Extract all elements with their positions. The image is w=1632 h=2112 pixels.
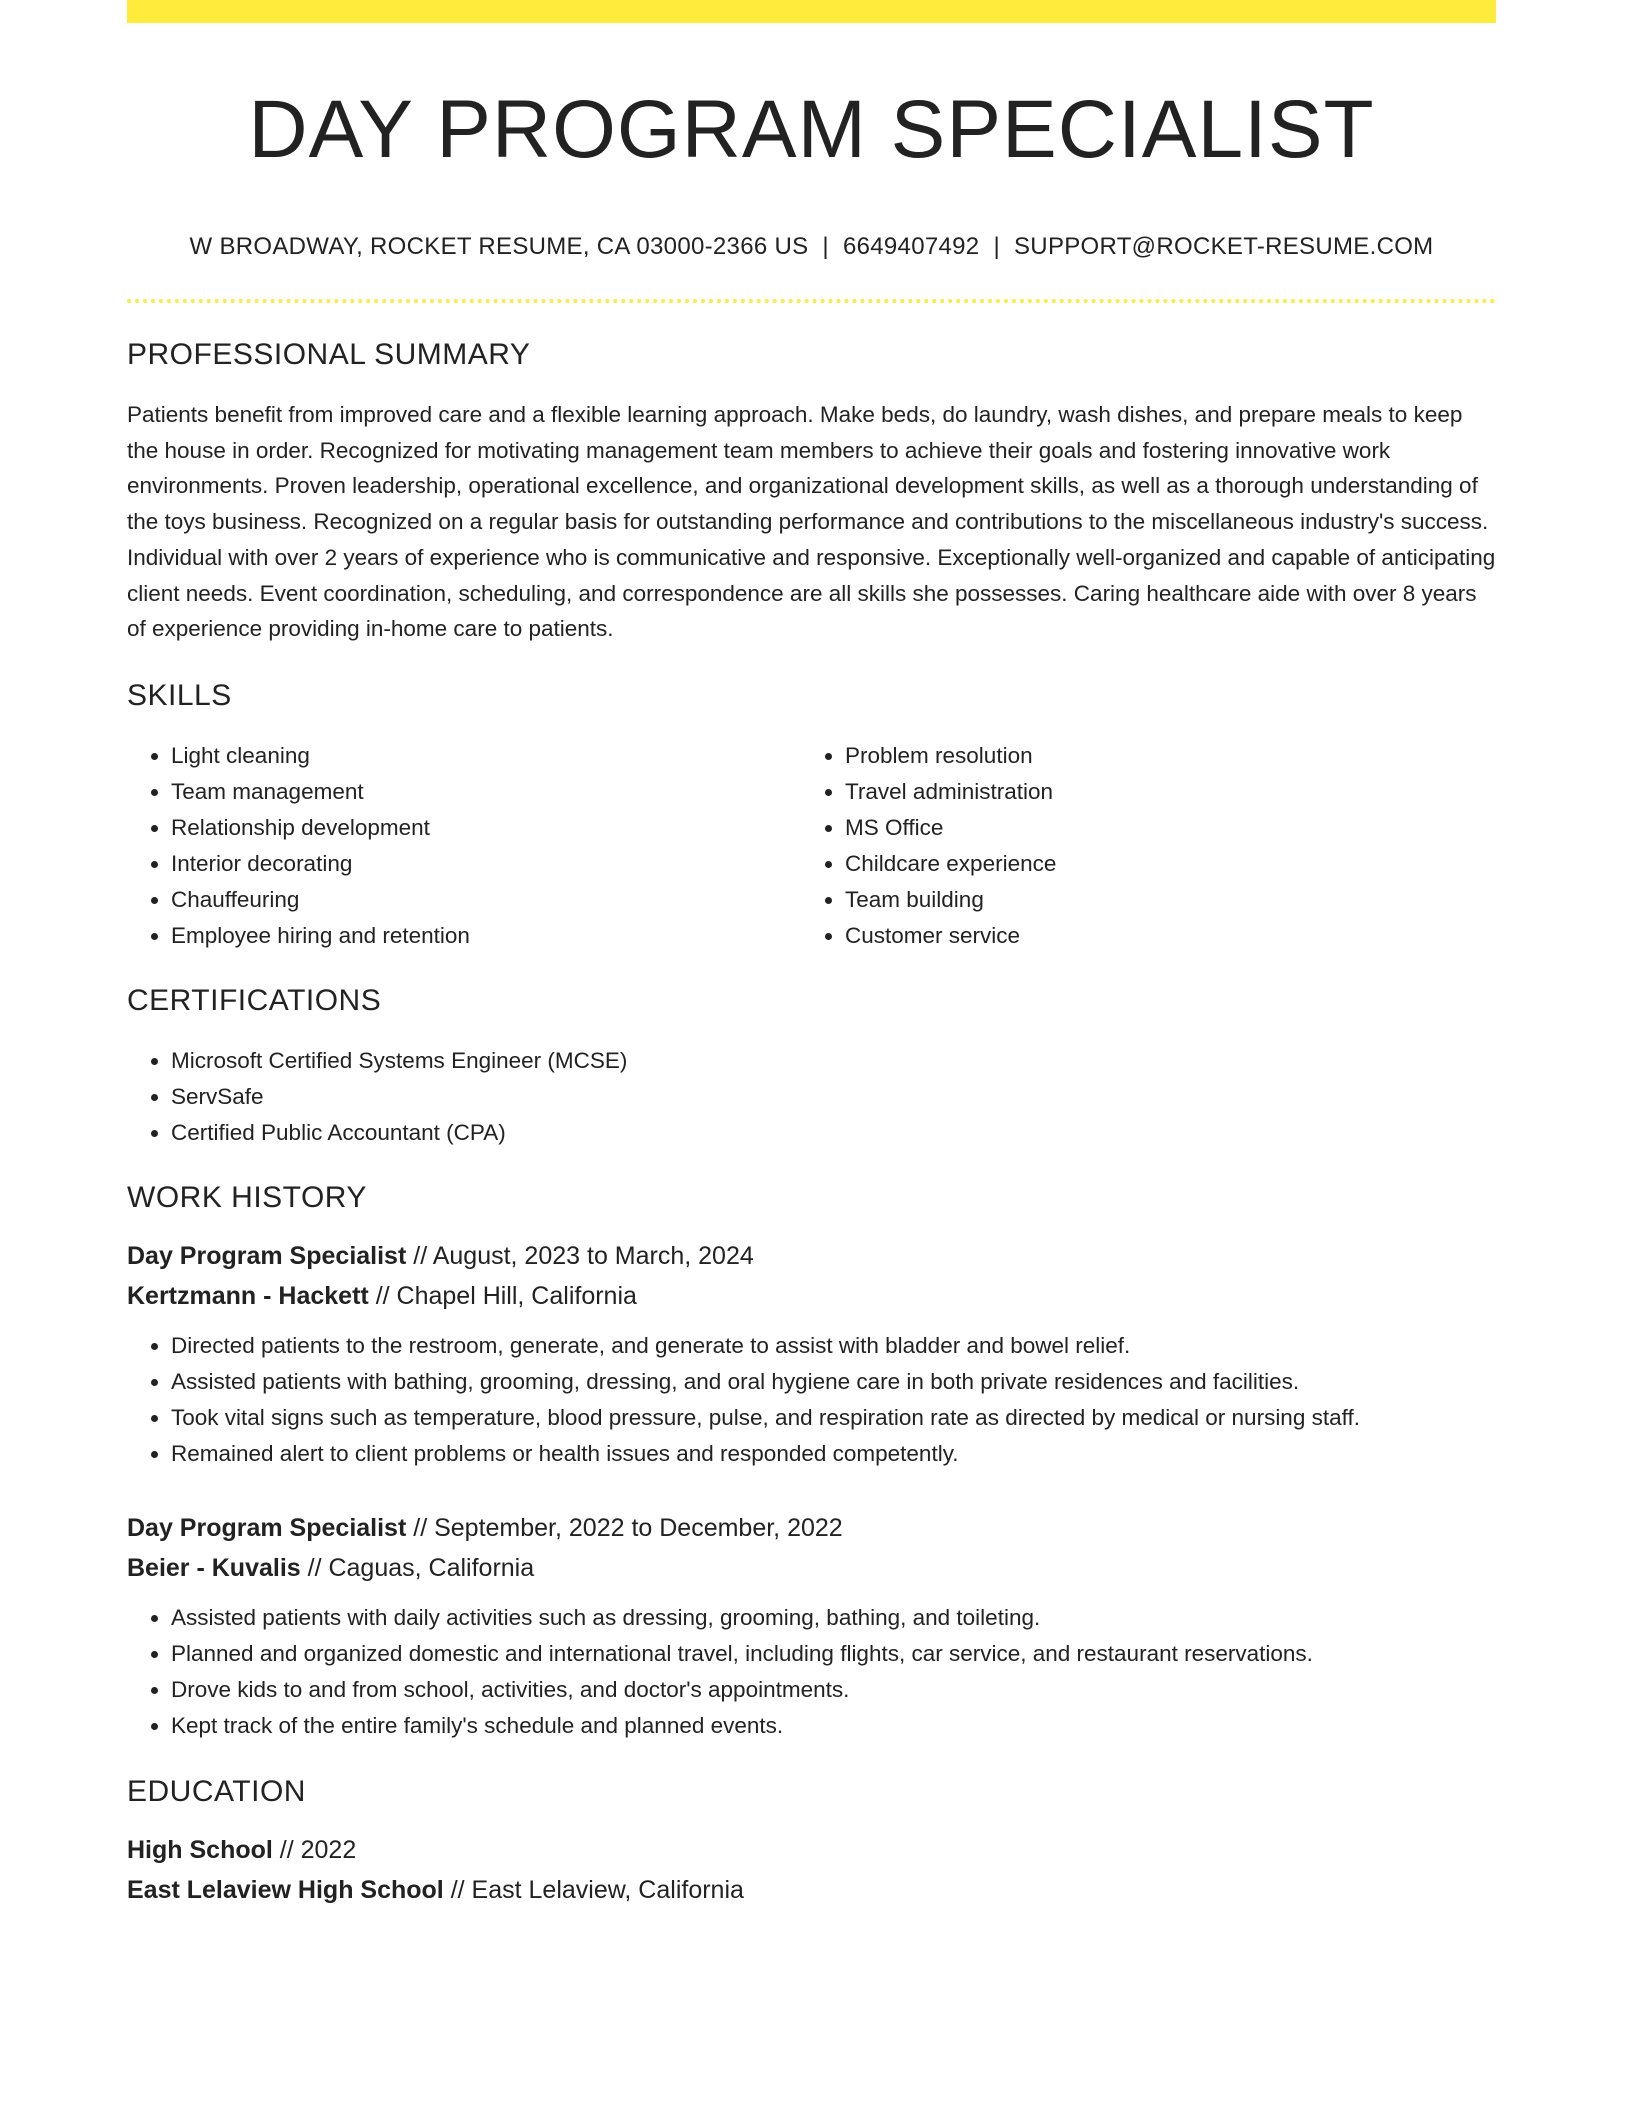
summary-heading: PROFESSIONAL SUMMARY bbox=[127, 338, 531, 371]
certification-item: • Microsoft Certified Systems Engineer (MCSE) bbox=[171, 1043, 1496, 1079]
skills-column-left bbox=[127, 738, 801, 954]
candidate-title: DAY PROGRAM SPECIALIST bbox=[248, 84, 1375, 175]
job-duties bbox=[127, 1328, 1496, 1472]
job-role-line bbox=[127, 1236, 1496, 1276]
job-role-line bbox=[127, 1508, 1496, 1548]
skill-item: • Customer service bbox=[845, 918, 1485, 954]
certification-item: • ServSafe bbox=[171, 1079, 1496, 1115]
contact-address: W BROADWAY, ROCKET RESUME, CA 03000-2366 US bbox=[189, 233, 809, 260]
job-company-line bbox=[127, 1276, 1496, 1316]
job-dates: // August, 2023 to March, 2024 bbox=[413, 1241, 754, 1270]
skills-list bbox=[127, 738, 1496, 954]
job-entry bbox=[127, 1508, 1496, 1744]
job-duty-item: • Assisted patients with bathing, grooming, dressing, and oral hygiene care in both private residences and facilities. bbox=[171, 1364, 1496, 1400]
job-company: Kertzmann - Hackett bbox=[127, 1281, 369, 1310]
education-degree: High School bbox=[127, 1835, 273, 1864]
contact-phone: 6649407492 bbox=[842, 233, 980, 260]
resume-content bbox=[127, 0, 1496, 1910]
skill-item: • Interior decorating bbox=[171, 846, 801, 882]
skills-heading: SKILLS bbox=[127, 678, 232, 712]
header-divider bbox=[127, 299, 1496, 303]
job-duty-item: • Assisted patients with daily activities such as dressing, grooming, bathing, and toileting. bbox=[171, 1600, 1496, 1636]
education-heading: EDUCATION bbox=[127, 1774, 306, 1808]
skill-item: • Light cleaning bbox=[171, 738, 801, 774]
job-duty-item: • Remained alert to client problems or health issues and responded competently. bbox=[171, 1436, 1496, 1472]
certification-item: • Certified Public Accountant (CPA) bbox=[171, 1115, 1496, 1151]
skill-item: • Team management bbox=[171, 774, 801, 810]
skill-item: • Team building bbox=[845, 882, 1485, 918]
education-location: // East Lelaview, California bbox=[450, 1875, 744, 1904]
skill-item: • Problem resolution bbox=[845, 738, 1485, 774]
job-duty-item: • Planned and organized domestic and international travel, including flights, car service, and restaurant reservations. bbox=[171, 1636, 1496, 1672]
job-location: // Chapel Hill, California bbox=[375, 1281, 637, 1310]
job-duty-item: • Drove kids to and from school, activities, and doctor's appointments. bbox=[171, 1672, 1496, 1708]
skill-item: • MS Office bbox=[845, 810, 1485, 846]
job-dates: // September, 2022 to December, 2022 bbox=[413, 1513, 843, 1542]
work-history-heading: WORK HISTORY bbox=[127, 1180, 367, 1214]
education-degree-line bbox=[127, 1830, 1496, 1870]
job-duty-item: • Directed patients to the restroom, generate, and generate to assist with bladder and bowel relief. bbox=[171, 1328, 1496, 1364]
job-company: Beier - Kuvalis bbox=[127, 1553, 301, 1582]
contact-separator: | bbox=[822, 233, 829, 260]
contact-email: SUPPORT@ROCKET-RESUME.COM bbox=[1014, 233, 1434, 260]
job-duties bbox=[127, 1600, 1496, 1744]
education-school-line bbox=[127, 1870, 1496, 1910]
job-role: Day Program Specialist bbox=[127, 1513, 407, 1542]
skill-item: • Travel administration bbox=[845, 774, 1485, 810]
job-duty-item: • Kept track of the entire family's schedule and planned events. bbox=[171, 1708, 1496, 1744]
certifications-list bbox=[127, 1043, 1496, 1151]
skill-item: • Relationship development bbox=[171, 810, 801, 846]
skill-item: • Chauffeuring bbox=[171, 882, 801, 918]
education-year: // 2022 bbox=[279, 1835, 357, 1864]
skills-column-right bbox=[801, 738, 1485, 954]
job-duty-item: • Took vital signs such as temperature, blood pressure, pulse, and respiration rate as directed by medical or nursing staff. bbox=[171, 1400, 1496, 1436]
certifications-heading: CERTIFICATIONS bbox=[127, 983, 382, 1017]
contact-line bbox=[127, 232, 1496, 262]
contact-separator: | bbox=[993, 233, 1000, 260]
education-entry bbox=[127, 1830, 1496, 1910]
job-location: // Caguas, California bbox=[307, 1553, 535, 1582]
education-school: East Lelaview High School bbox=[127, 1875, 444, 1904]
job-entry bbox=[127, 1236, 1496, 1472]
skill-item: • Employee hiring and retention bbox=[171, 918, 801, 954]
job-company-line bbox=[127, 1548, 1496, 1588]
job-role: Day Program Specialist bbox=[127, 1241, 407, 1270]
skill-item: • Childcare experience bbox=[845, 846, 1485, 882]
summary-text: Patients benefit from improved care and a flexible learning approach. Make beds, do laundry, wash dishes, and prepare meals to keep the house in order. Recognized for motivating management team members to achieve their goals and fostering innovative work environments. Proven leadership, operational excellence, and organizational development skills, as well as a thorough understanding of the toys business. Recognized on a regular basis for outstanding performance and contributions to the miscellaneous industry's success. Individual with over 2 years of experience who is communicative and responsive. Exceptionally well-organized and capable of anticipating client needs. Event coordination, scheduling, and correspondence are all skills she possesses. Caring healthcare aide with over 8 years of experience providing in-home care to patients. bbox=[127, 402, 1496, 642]
